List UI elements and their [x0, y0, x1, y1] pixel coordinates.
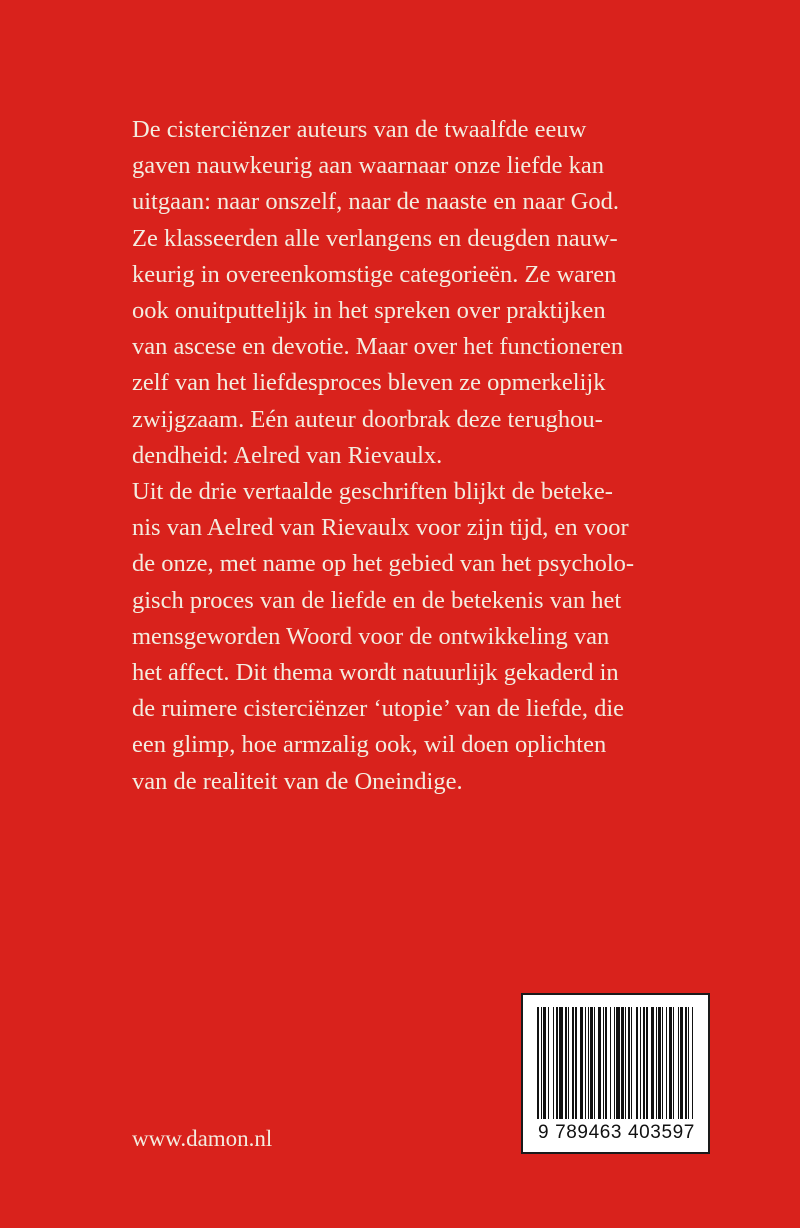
blurb-line: zelf van het liefdesproces bleven ze opmerkelijk [132, 369, 606, 397]
isbn-digits: 9 789463 403597 [538, 1122, 695, 1143]
publisher-website: www.damon.nl [132, 1126, 273, 1151]
blurb-line: dendheid: Aelred van Rievaulx. [132, 441, 443, 469]
barcode-bar [658, 1007, 660, 1119]
blurb-line: uitgaan: naar onszelf, naar de naaste en naar God. [132, 188, 620, 216]
barcode-bar [559, 1007, 563, 1119]
barcode-bar [662, 1007, 663, 1119]
barcode-bar [669, 1007, 671, 1119]
barcode-bar [594, 1007, 595, 1119]
barcode-bar [688, 1007, 689, 1119]
blurb-line: Ze klasseerden alle verlangens en deugden nauw- [132, 224, 618, 252]
barcode-bar [673, 1007, 674, 1119]
blurb-line: de onze, met name op het gebied van het psycholo- [132, 550, 635, 578]
barcode-bar [643, 1007, 644, 1119]
barcode-bar [640, 1007, 641, 1119]
barcode-bar [575, 1007, 576, 1119]
barcode-bar [537, 1007, 539, 1119]
barcode-bar [646, 1007, 648, 1119]
barcode-bar [548, 1007, 549, 1119]
barcode-bar [651, 1007, 655, 1119]
blurb-line: de ruimere cisterciënzer ‘utopie’ van de liefde, die [132, 695, 625, 723]
barcode-bar [580, 1007, 582, 1119]
barcode-bar [666, 1007, 667, 1119]
blurb-line: De cisterciënzer auteurs van de twaalfde eeuw [132, 116, 587, 143]
barcode-bar [692, 1007, 693, 1119]
barcode-bar [636, 1007, 638, 1119]
barcode-bars [537, 1007, 694, 1119]
blurb-line: Uit de drie vertaalde geschriften blijkt de beteke- [132, 478, 613, 506]
blurb-line: gisch proces van de liefde en de betekenis van het [132, 586, 622, 614]
barcode-bar [628, 1007, 629, 1119]
barcode-bar [616, 1007, 620, 1119]
barcode-bar [553, 1007, 554, 1119]
blurb-line: een glimp, hoe armzalig ook, wil doen oplichten [132, 731, 607, 759]
barcode-bar [572, 1007, 574, 1119]
blurb-line: van de realiteit van de Oneindige. [132, 767, 463, 795]
barcode-bar [685, 1007, 686, 1119]
barcode-bar [656, 1007, 657, 1119]
blurb-line: nis van Aelred van Rievaulx voor zijn tijd, en voor [132, 514, 629, 542]
barcode-bar [680, 1007, 682, 1119]
barcode-bar [543, 1007, 545, 1119]
barcode-bar [614, 1007, 615, 1119]
barcode-bar [678, 1007, 679, 1119]
barcode-bar [565, 1007, 566, 1119]
blurb-line: van ascese en devotie. Maar over het functioneren [132, 333, 624, 361]
back-cover-blurb [132, 112, 692, 800]
barcode-bar [590, 1007, 592, 1119]
barcode-bar [568, 1007, 569, 1119]
blurb-line: het affect. Dit thema wordt natuurlijk gekaderd in [132, 659, 619, 687]
barcode-bar [588, 1007, 589, 1119]
barcode-bar [556, 1007, 558, 1119]
barcode-bar [541, 1007, 542, 1119]
barcode-bar [621, 1007, 623, 1119]
barcode-bar [610, 1007, 611, 1119]
barcode-bar [605, 1007, 607, 1119]
barcode-bar [603, 1007, 604, 1119]
blurb-line: mensgeworden Woord voor de ontwikkeling van [132, 622, 610, 650]
barcode-bar [631, 1007, 632, 1119]
isbn-barcode [521, 993, 710, 1154]
blurb-line: keurig in overeenkomstige categorieën. Ze waren [132, 260, 617, 288]
blurb-line: ook onuitputtelijk in het spreken over praktijken [132, 297, 606, 325]
barcode-bar [625, 1007, 626, 1119]
barcode-bar [585, 1007, 586, 1119]
blurb-line: zwijgzaam. Eén auteur doorbrak deze terughou- [132, 405, 603, 433]
barcode-bar [598, 1007, 602, 1119]
blurb-line: gaven nauwkeurig aan waarnaar onze liefde kan [132, 152, 605, 180]
